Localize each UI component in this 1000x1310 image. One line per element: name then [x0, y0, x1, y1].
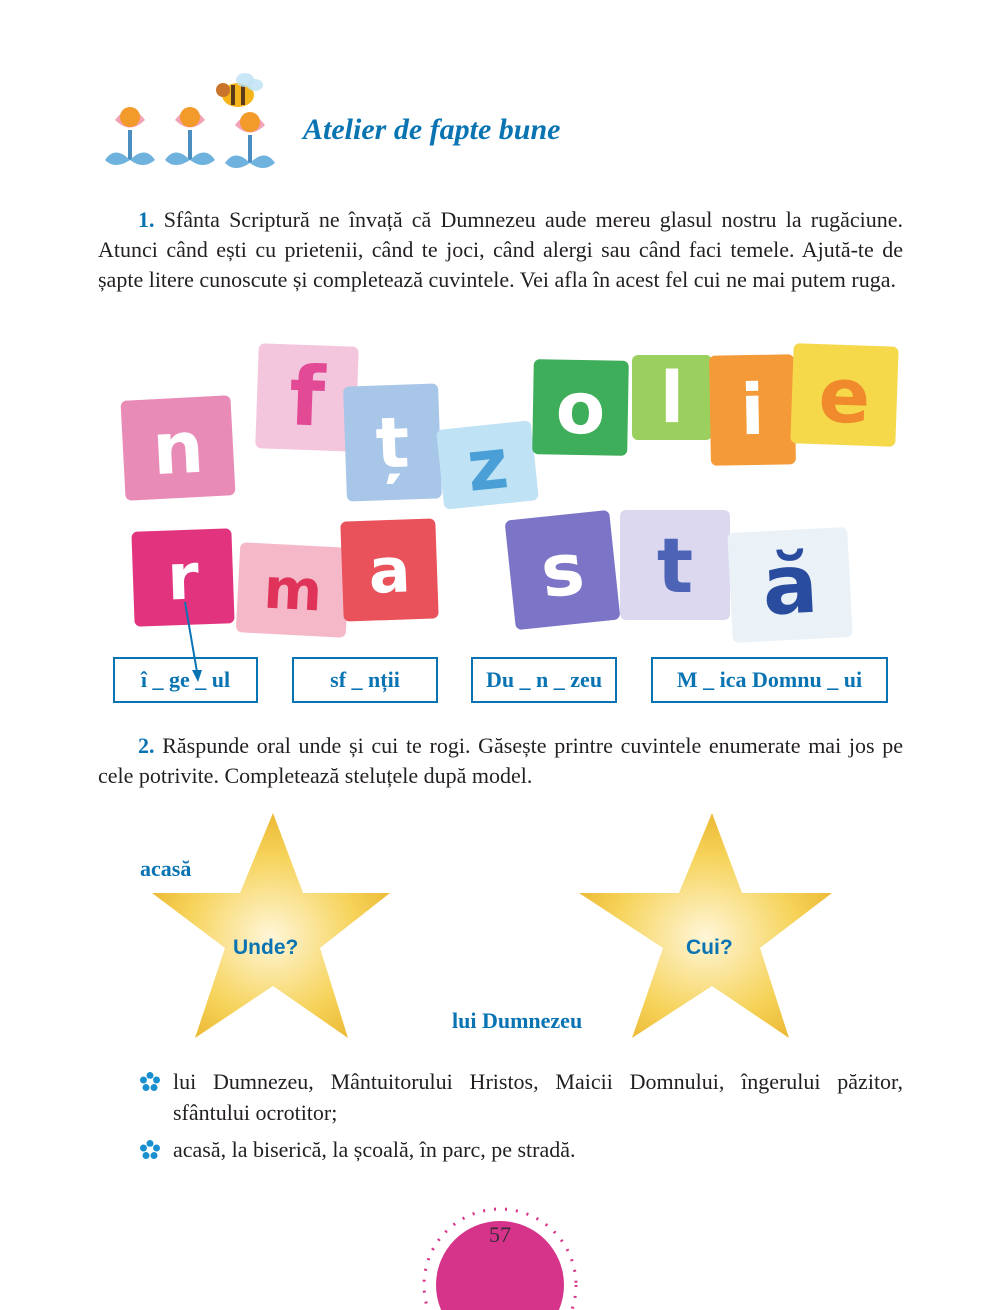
exercise-1-body: Sfânta Scriptură ne învață că Dumnezeu aude mereu glasul nostru la rugăciune. Atunci când ești cu prietenii, când te joci, când alergi sau când faci temele. Ajută-te de șapte litere cunoscute și completează cuvintele. Vei afla în acest fel cui ne mai putem ruga. — [98, 207, 904, 292]
word-box-ingerul: î _ ge _ ul — [113, 657, 258, 703]
letter-tile-top-1: f — [255, 343, 359, 451]
word-box-sfintii: sf _ nții — [292, 657, 438, 703]
letter-tile-top-0: n — [120, 395, 235, 501]
letter-tile-bottom-4: t — [620, 510, 730, 620]
bullet-text: lui Dumnezeu, Mântuitorului Hristos, Maicii Domnului, îngerului păzitor, sfântului ocrotitor; — [173, 1069, 903, 1125]
exercise-2-number: 2. — [138, 733, 155, 758]
letter-tile-bottom-5: ă — [727, 527, 853, 643]
letter-tile-bottom-2: a — [340, 518, 438, 621]
letter-tile-top-7: e — [790, 343, 898, 447]
letter-tile-bottom-0: r — [131, 528, 234, 626]
exercise-1-number: 1. — [138, 207, 155, 232]
exercise-2-text — [98, 731, 903, 791]
star-unde-question: Unde? — [233, 936, 299, 959]
letter-tile-bottom-3: s — [505, 510, 621, 630]
letter-tile-top-6: i — [709, 354, 796, 465]
exercise-1-text — [98, 205, 903, 295]
page-title: Atelier de fapte bune — [303, 113, 561, 146]
letter-tile-top-5: l — [632, 355, 712, 440]
word-box-dumnezeu: Du _ n _ zeu — [471, 657, 617, 703]
letter-tile-top-2: ț — [343, 383, 442, 501]
flower-bullet-icon — [140, 1072, 160, 1092]
bullet-text: acasă, la biserică, la școală, în parc, pe stradă. — [173, 1137, 576, 1162]
list-item — [140, 1066, 903, 1128]
letter-tile-top-4: o — [532, 359, 629, 456]
flower-bullet-icon — [140, 1140, 160, 1160]
flower-icon — [225, 112, 275, 168]
bee-icon — [216, 73, 263, 107]
flowers-bee-illustration — [95, 65, 300, 190]
flower-icon — [105, 107, 155, 165]
star-icon — [575, 808, 837, 1048]
example-acasa: acasă — [140, 856, 192, 881]
letter-tile-bottom-1: m — [236, 542, 351, 638]
page-number-decoration — [420, 1190, 580, 1310]
example-lui-dumnezeu: lui Dumnezeu — [452, 1008, 583, 1033]
page-number: 57 — [489, 1222, 511, 1247]
word-box-maica-domnului: M _ ica Domnu _ ui — [651, 657, 888, 703]
star-icon — [140, 808, 395, 1048]
star-cui-question: Cui? — [686, 936, 733, 959]
exercise-2-body: Răspunde oral unde și cui te rogi. Găsește printre cuvintele enumerate mai jos pe cele potrivite. Completează steluțele după model. — [98, 733, 904, 788]
letter-tile-top-3: z — [436, 420, 539, 509]
list-item — [140, 1134, 903, 1165]
flower-icon — [165, 107, 215, 165]
